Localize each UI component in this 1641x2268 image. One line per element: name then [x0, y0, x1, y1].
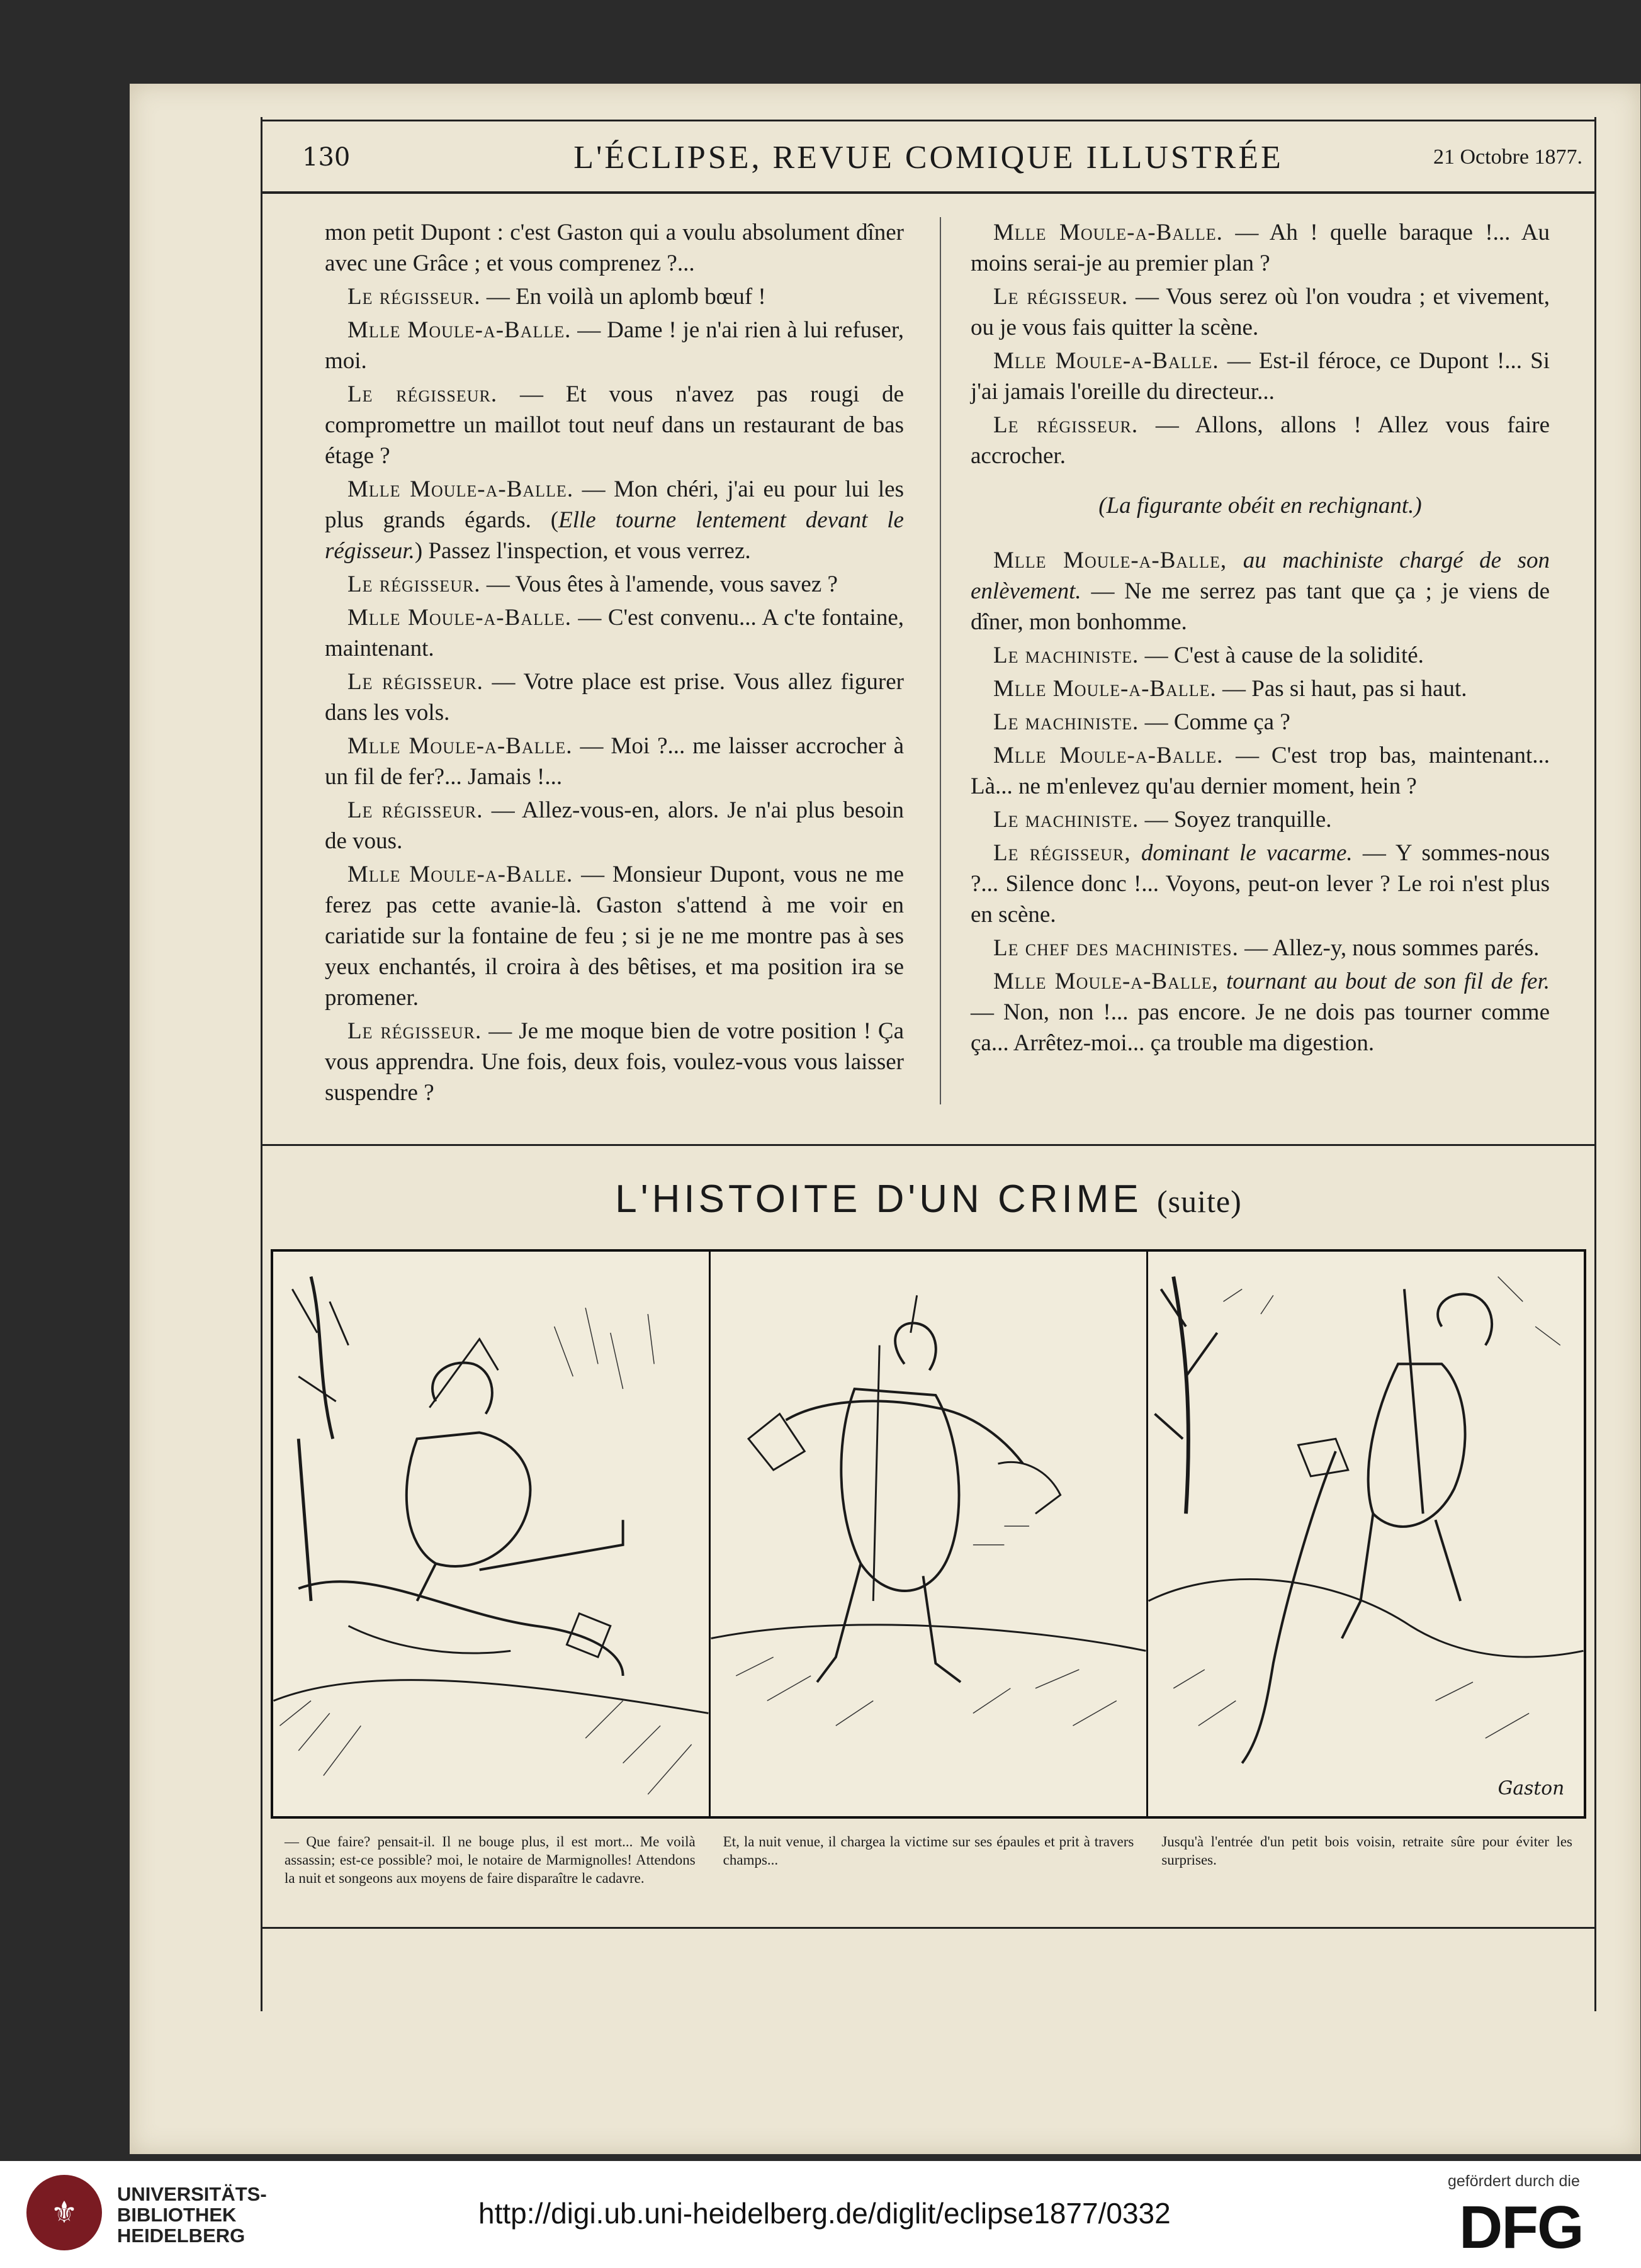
speaker-name: Le régisseur. — [993, 284, 1129, 310]
stage-direction: Elle tourne lentement devant le régisseur. — [325, 507, 904, 564]
paragraph: Mlle Moule-a-Balle. — Monsieur Dupont, vous ne me ferez pas cette avanie-là. Gaston s'attend à me voir en cariatide sur la fontaine de feu ; si je ne me montre pas à ses yeux enchantés, il croira à des bêtises, et ma position ira se promener. — [325, 862, 904, 1011]
paragraph: Le chef des machinistes. — Allez-y, nous sommes parés. — [993, 935, 1540, 961]
speaker-name: Le régisseur. — [993, 412, 1139, 438]
article-column-left — [325, 217, 904, 1111]
panel-3-illustration — [1148, 1252, 1584, 1816]
stage-direction: (La figurante obéit en rechignant.) — [1098, 493, 1422, 519]
bottom-rule — [261, 1927, 1596, 1929]
paragraph: Le régisseur. — Allons, allons ! Allez vous faire accrocher. — [971, 412, 1550, 469]
paragraph: Mlle Moule-a-Balle. — Dame ! je n'ai rien à lui refuser, moi. — [325, 317, 904, 374]
section-heading: L'HISTOITE D'UN CRIME — [615, 1177, 1142, 1221]
speaker-name: Mlle Moule-a-Balle. — [993, 676, 1217, 702]
speaker-name: Le machiniste. — [993, 709, 1139, 735]
speaker-name: Le régisseur. — [347, 284, 481, 310]
paragraph: Le machiniste. — C'est à cause de la solidité. — [993, 643, 1424, 668]
speaker-name: Mlle Moule-a-Balle. — [347, 476, 574, 502]
dfg-logo: DFG — [1459, 2194, 1583, 2261]
speaker-name: Mlle Moule-a-Balle, — [993, 547, 1227, 573]
speaker-name: Le régisseur. — [347, 669, 483, 695]
panel-1-illustration — [273, 1252, 709, 1816]
stage-direction: dominant le vacarme. — [1131, 840, 1353, 866]
caption-panel-3: Jusqu'à l'entrée d'un petit bois voisin, retraite sûre pour éviter les surprises. — [1161, 1834, 1573, 1868]
article-column-right — [971, 217, 1550, 1061]
paragraph: Le régisseur. — Je me moque bien de votre position ! Ça vous apprendra. Une fois, deux fois, voulez-vous vous laisser suspendre ? — [325, 1018, 904, 1106]
speaker-name: Le régisseur, — [993, 840, 1131, 866]
paragraph: Le régisseur. — Vous êtes à l'amende, vous savez ? — [347, 571, 838, 597]
university-seal-icon: ⚜ — [26, 2175, 102, 2250]
speaker-name: Le chef des machinistes. — [993, 935, 1239, 961]
speaker-name: Mlle Moule-a-Balle. — [347, 733, 573, 759]
paragraph: Mlle Moule-a-Balle. — Est-il féroce, ce Dupont !... Si j'ai jamais l'oreille du directeur... — [971, 348, 1550, 405]
speaker-name: Mlle Moule-a-Balle. — [347, 317, 572, 343]
section-suite: (suite) — [1157, 1184, 1242, 1219]
library-footer — [0, 2161, 1641, 2268]
paragraph: Le régisseur. — Et vous n'avez pas rougi de compromettre un maillot tout neuf dans un restaurant de bas étage ? — [325, 381, 904, 469]
paragraph: Le machiniste. — Soyez tranquille. — [993, 807, 1332, 833]
speaker-name: Le régisseur. — [347, 381, 498, 407]
paragraph: Mlle Moule-a-Balle, tournant au bout de son fil de fer. — Non, non !... pas encore. Je ne dois pas tourner comme ça... Arrêtez-moi... ça trouble ma digestion. — [971, 968, 1550, 1056]
header-top-rule — [261, 120, 1596, 121]
page-number: 130 — [302, 143, 351, 172]
comic-panel-3 — [1148, 1252, 1584, 1816]
paragraph: Le machiniste. — Comme ça ? — [993, 709, 1290, 735]
panel-2-illustration — [711, 1252, 1146, 1816]
speaker-name: Mlle Moule-a-Balle, — [993, 968, 1219, 994]
masthead-title: L'ÉCLIPSE, REVUE COMIQUE ILLUSTRÉE — [573, 139, 1283, 176]
speaker-name: Le machiniste. — [993, 643, 1139, 668]
paragraph: Mlle Moule-a-Balle. — Ah ! quelle baraque !... Au moins serai-je au premier plan ? — [971, 220, 1550, 276]
artist-signature: Gaston — [1497, 1777, 1565, 1800]
comic-captions — [271, 1833, 1586, 1887]
paragraph: Le régisseur, dominant le vacarme. — Y sommes-nous ?... Silence donc !... Voyons, peut-on lever ? Le roi n'est plus en scène. — [971, 840, 1550, 928]
paragraph: Le régisseur. — En voilà un aplomb bœuf ! — [347, 284, 766, 310]
speaker-name: Le régisseur. — [347, 797, 483, 823]
speaker-name: Le régisseur. — [347, 571, 481, 597]
section-title — [261, 1177, 1596, 1221]
paragraph: Le régisseur. — Allez-vous-en, alors. Je n'ai plus besoin de vous. — [325, 797, 904, 854]
speaker-name: Le régisseur. — [347, 1018, 482, 1044]
page-header — [261, 123, 1596, 192]
paragraph: Mlle Moule-a-Balle. — C'est trop bas, maintenant... Là... ne m'enlevez qu'au dernier moment, hein ? — [971, 743, 1550, 799]
comic-panel-2 — [711, 1252, 1148, 1816]
paragraph: Mlle Moule-a-Balle. — Moi ?... me laisser accrocher à un fil de fer?... Jamais !... — [325, 733, 904, 790]
caption-panel-2: Et, la nuit venue, il chargea la victime sur ses épaules et prit à travers champs... — [723, 1834, 1134, 1868]
section-rule — [261, 1144, 1596, 1146]
caption-panel-1: — Que faire? pensait-il. Il ne bouge plus, il est mort... Me voilà assassin; est-ce possible? moi, le notaire de Marmignolles! Attendons la nuit et songeons aux moyens de faire disparaître le cadavre. — [285, 1834, 696, 1886]
paragraph: mon petit Dupont : c'est Gaston qui a voulu absolument dîner avec une Grâce ; et vous comprenez ?... — [325, 220, 904, 276]
paragraph: Mlle Moule-a-Balle. — Pas si haut, pas si haut. — [993, 676, 1467, 702]
permalink-url[interactable]: http://digi.ub.uni-heidelberg.de/diglit/eclipse1877/0332 — [478, 2197, 1171, 2230]
issue-date: 21 Octobre 1877. — [1433, 145, 1582, 169]
paragraph: Mlle Moule-a-Balle. — Mon chéri, j'ai eu pour lui les plus grands égards. (Elle tourne lentement devant le régisseur.) Passez l'inspection, et vous verrez. — [325, 476, 905, 564]
speaker-name: Mlle Moule-a-Balle. — [347, 862, 573, 887]
comic-strip — [271, 1249, 1586, 1819]
speaker-name: Mlle Moule-a-Balle. — [347, 605, 572, 631]
column-divider — [940, 217, 941, 1104]
funding-text: gefördert durch die — [1448, 2172, 1580, 2190]
speaker-name: Mlle Moule-a-Balle. — [993, 220, 1223, 245]
paragraph: Mlle Moule-a-Balle. — C'est convenu... A c'te fontaine, maintenant. — [325, 605, 904, 661]
speaker-name: Le machiniste. — [993, 807, 1139, 833]
paragraph: Le régisseur. — Votre place est prise. Vous allez figurer dans les vols. — [325, 669, 904, 726]
comic-panel-1 — [273, 1252, 711, 1816]
stage-direction: tournant au bout de son fil de fer. — [1218, 968, 1550, 994]
paragraph: Mlle Moule-a-Balle, au machiniste chargé de son enlèvement. — Ne me serrez pas tant que ça ; je viens de dîner, mon bonhomme. — [971, 547, 1550, 635]
stage-direction: au machiniste chargé de son enlèvement. — [971, 547, 1550, 604]
speaker-name: Mlle Moule-a-Balle. — [993, 348, 1219, 374]
library-name: UNIVERSITÄTS- BIBLIOTHEK HEIDELBERG — [117, 2183, 267, 2247]
paragraph: Le régisseur. — Vous serez où l'on voudra ; et vivement, ou je vous fais quitter la scène. — [971, 284, 1550, 340]
speaker-name: Mlle Moule-a-Balle. — [993, 743, 1224, 768]
